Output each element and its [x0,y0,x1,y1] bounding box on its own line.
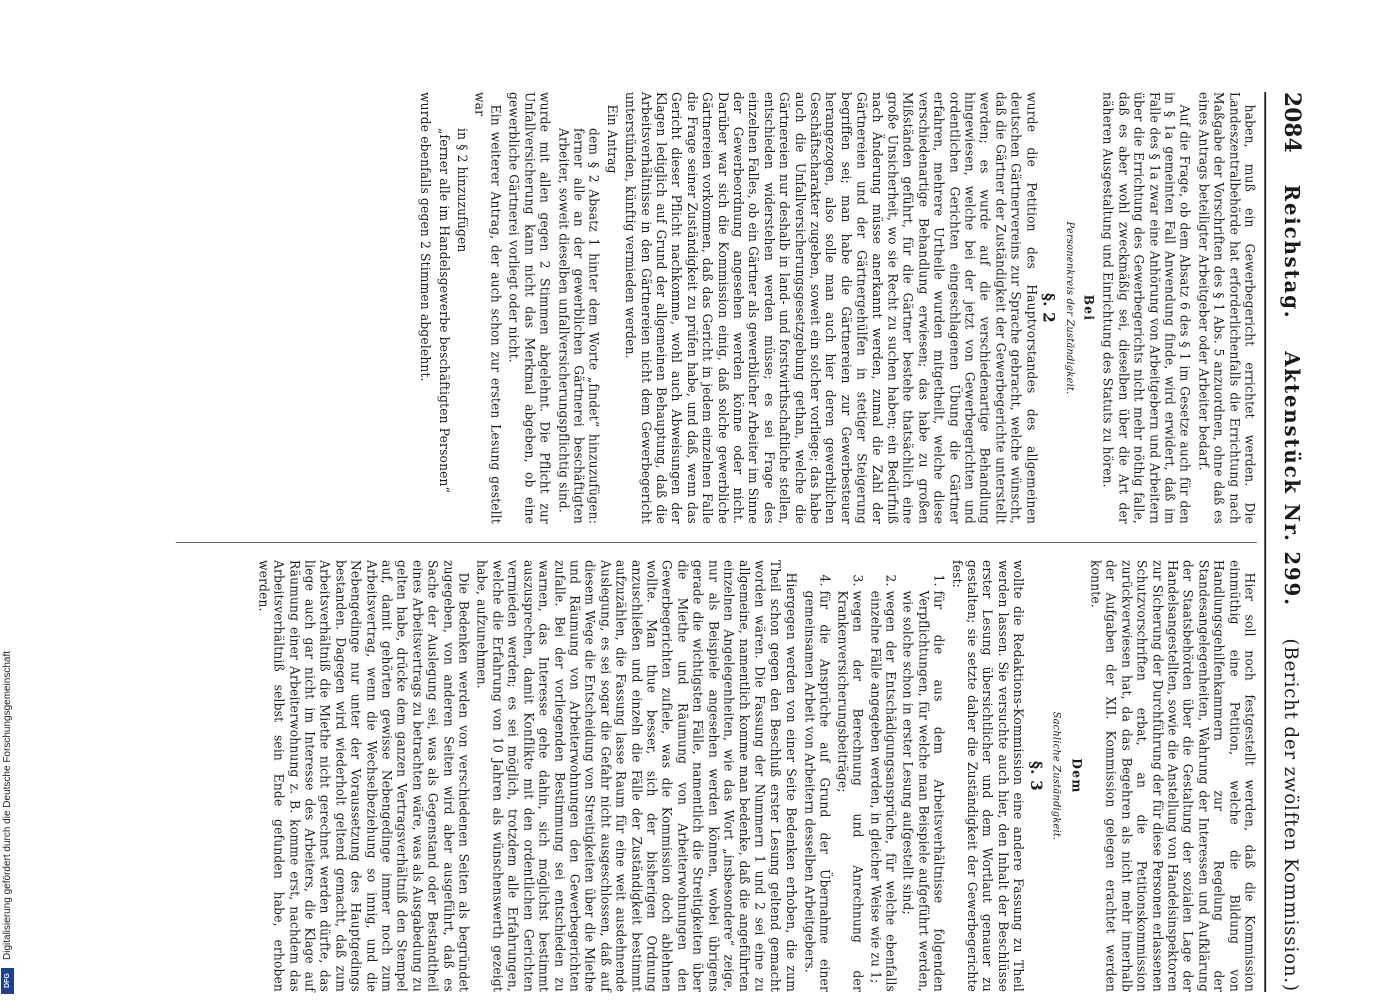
paragraph: Hier soll noch festgestellt werden, daß die Kommission einmüthig eine Petition, welche die Bildung von Handlungsgehilfenkammern zur Regelung der Standesangelegenheiten, Wahrung der Interessen und Aufklärung der Staatsbehörden über die Gestaltung der sozialen Lage der Handelsangestellten, sowie die Anstellung von Handelsinspektoren zur Sicherung der Durchführung der für diese Personen erlassenen Schutzvorschriften erbat, an die Petitionskommission zurückverwiesen hat, da das Begehren als nicht mehr innerhalb der Aufgaben der XII. Kommission gelegen erachtet werden konnte. [1087,560,1257,992]
list-item: 2. wegen der Entschädigungsansprüche, für welche ebenfalls einzelne Fälle angegeben werden, in gleicher Weise wie zu 1; [867,591,898,992]
paragraph: Auf die Frage, ob dem Absatz 6 des § 1 im Gesetze auch für den in § 1a gemeinten Fall Anwendung finde, wird erwidert, daß im Falle des § 1a zwar eine Anhörung von Arbeitgebern und Arbeitern über die Errichtung des Gewerbegerichts nicht mehr nöthig falle, daß es aber wohl zweckmäßig sei, dieselben über die Art der näheren Ausgestaltung und Einrichtung des Statuts zu hören. [1100,92,1193,524]
list-item: 1. für die aus dem Arbeitsverhältnisse folgenden Verpflichtungen, für welche man Beispiele aufgeführt werden, wie solche schon in erster Lesung aufgestellt sind; [900,591,946,992]
motion-text: „ferner alle im Handelsgewerbe beschäftigten Personen“ [435,128,451,494]
column-divider [176,542,1257,543]
paragraph: wurde mit allen gegen 2 Stimmen abgelehnt. Die Pflicht zur Unfallversicherung kann nicht das Merkmal abgeben, ob eine gewerbliche Gärtnerei vorliegt oder nicht. [505,92,552,524]
page-header [1264,92,1307,992]
page-number: 2084 [1279,92,1307,153]
digitization-sidebar [0,0,16,1000]
section-intro: Bei [1080,294,1096,322]
document-number: Aktenstück Nr. 299. [1279,351,1304,607]
paragraph: Die Bedenken werden von verschiedenen Seiten als begründet zugegeben, von anderen Seiten wird aber ausgeführt, daß es Sache der Auslegung sei, was als Gegenstand oder Bestandtheil eines Arbeitsvertrags zu betrachten wäre, was als Ausgabedung zu gelten habe, drücke dem ganzen Vertragsverhältniß den Stempel auf, damit gehörten gewisse Nebengedinge immer noch zum Arbeitsvertrag, wenn die Wechselbeziehung so innig, und die Nebengedinge nur unter der Voraussetzung des Hauptgedings bestanden. Dagegen wird wiederholt geltend gemacht, daß zum Arbeitsverhältniß die Miethe nicht gerechnet werden dürfte, das liege auch gar nicht im Interesse des Arbeiters, die Klage auf Räumung einer Arbeiterwohnung z. B. komme erst, nachdem das Arbeitsverhältniß selbst sein Ende gefunden habe, erhoben werden. [255,560,472,992]
motion-text: dem § 2 Absatz 1 hinter dem Worte „findet“ hinzuzufügen: ferner alle an der gewerblichen Gärtnerei beschäftigten Arbeiter, soweit dieselben unfallversicherungspflichtig sind. [555,128,601,524]
section-subtitle: Sachliche Zuständigkeit. [1051,711,1064,841]
paragraph: wollte die Redaktions-Kommission eine andere Fassung zu Theil werden lassen. Sie versuchte auch hier, den Inhalt der Beschlüsse erster Lesung übersichtlicher und dem Wortlaut genauer zu gestalten; sie setzte daher die Zuständigkeit der Gewerbegerichte fest: [949,560,1026,992]
paragraph: wurde ebenfalls gegen 2 Stimmen abgelehnt. [417,92,433,382]
motion-label: Ein Antrag [604,104,620,174]
list-item: 4. für die Ansprüche auf Grund der Übernahme einer gemeinsamen Arbeit von Arbeitern desselben Arbeitgebers. [801,591,832,992]
section-heading: §. 2 [1038,292,1058,324]
paragraph: wurde die Petition des Hauptvorstandes des allgemeinen deutschen Gärtnervereins zur Sprache gebracht, welche wünscht, daß die Gärtner der Zuständigkeit der Gewerbegerichte unterstellt werden; es wurde auf die verschiedenartige Behandlung hingewiesen, welche bei der jetzt von Gewerbegerichten und ordentlichen Gerichten eingeschlagenen Übung die Gärtner erfahren, mehrere Urtheile wurden mitgetheilt, welche diese verschiedenartige Behandlung erwiesen; das habe zu großen Mißständen geführt, für die Gärtner bestehe thatsächlich eine große Unsicherheit, wo sie Recht zu suchen haben; ein Bedürfniß nach Änderung müsse anerkannt werden, zumal die Zahl der Gärtnereien und der Gärtnergehülfen in stetiger Steigerung begriffen sei; man habe die Gärtnereien zur Gewerbesteuer herangezogen, also solle man auch hier deren gewerblichen Geschäftscharakter zugeben, soweit ein solcher vorliege; das habe auch die Unfallversicherungsgesetzgebung gethan, welche die Gärtnereien nur deshalb in land- und forstwirthschaftliche stellen, entschieden widerstehen werden müsse; es sei Frage des einzelnen Falles, ob ein Gärtner als gewerblicher Arbeiter im Sinne der Gewerbeordnung angesehen werden könne oder nicht. Darüber war sich die Kommission einig, daß solche gewerbliche Gärtnereien vorkommen, daß das Gericht in jedem einzelnen Falle die Frage seiner Zuständigkeit zu prüfen habe, und daß, wenn das Gericht dieser Pflicht nachkomme, wohl auch Abweisungen der Klagen lediglich auf Grund der allgemeinen Behauptung, daß die Arbeitsverhältnisse in den Gärtnereien nicht dem Gewerbegericht unterstünden, künftig vermieden werden. [622,92,1039,524]
paragraph: Hiergegen werden von einer Seite Bedenken erhoben, die zum Theil schon gegen den Beschluß erster Lesung geltend gemacht worden wären. Die Fassung der Nummern 1 und 2 sei eine zu allgemeine, namentlich komme man bedenke, daß die angeführten einzelnen Angelegenheiten, wie das Wort „insbesondere“ zeige, nur als Beispiele angesehen werden können, wobei übrigens gerade die wichtigsten Fälle, namentlich die Streitigkeiten über die Miethe und Räumung von Arbeiterwohnungen den Gewerbegerichten zufiele, was die Kommission doch ablehnen wollte. Man thue besser, sich der bisherigen Ordnung anzuschließen und einzeln die Fälle der Zuständigkeit bestimmt aufzuzählen, die Fassung lasse Raum für eine weit ausdehnende Auslegung, es sei sogar die Gefahr nicht ausgeschlossen, daß auf diesem Wege die Entscheidung von Streitigkeiten über die Miethe und Räumung von Arbeiterwohnungen den Gewerbegerichten zufalle. Bei der vorliegenden Bestimmung sei entschieden zu warnen, das Interesse gehe dahin, sich möglichst bestimmt auszusprechen, damit Konflikte mit den ordentlichen Gerichten vermieden werden; es sei möglich, trotzdem alle Erfahrungen, welche die Erfahrung von 10 Jahren als wünschenswerth gezeigt habe, aufzunehmen. [474,560,798,992]
motion-text: in § 2 hinzuzufügen [454,128,470,253]
digitization-credit: Digitalisierung gefördert durch die Deutsche Forschungsgemeinschaft [2,650,13,960]
left-column [176,92,1257,524]
paragraph: haben, muß ein Gewerbegericht errichtet werden. Die Landeszentralbehörde hat erforderlichenfalls die Errichtung nach Maßgabe der Vorschriften des § 1 Abs. 5 anzuordnen, ohne daß es eines Antrags beteiligter Arbeitgeber oder Arbeiter bedarf. [1195,92,1257,524]
source-title: Reichstag. [1279,184,1304,320]
right-column [176,560,1257,992]
dfg-logo-icon: DFG [1,968,14,994]
paragraph: Ein weiterer Antrag, der auch schon zur ersten Lesung gestellt war [472,92,503,524]
list-item: 3. wegen der Berechnung und Anrechnung der Krankenversicherungsbeiträge; [834,591,865,992]
report-title: (Bericht der zwölften Kommission.) [1280,638,1303,992]
section-subtitle: Personenkreis der Zuständigkeit. [1063,221,1076,395]
document-page [163,92,1307,992]
section-intro: Dem [1068,758,1084,794]
section-heading: §. 3 [1026,760,1045,792]
jurisdiction-list [801,560,945,992]
